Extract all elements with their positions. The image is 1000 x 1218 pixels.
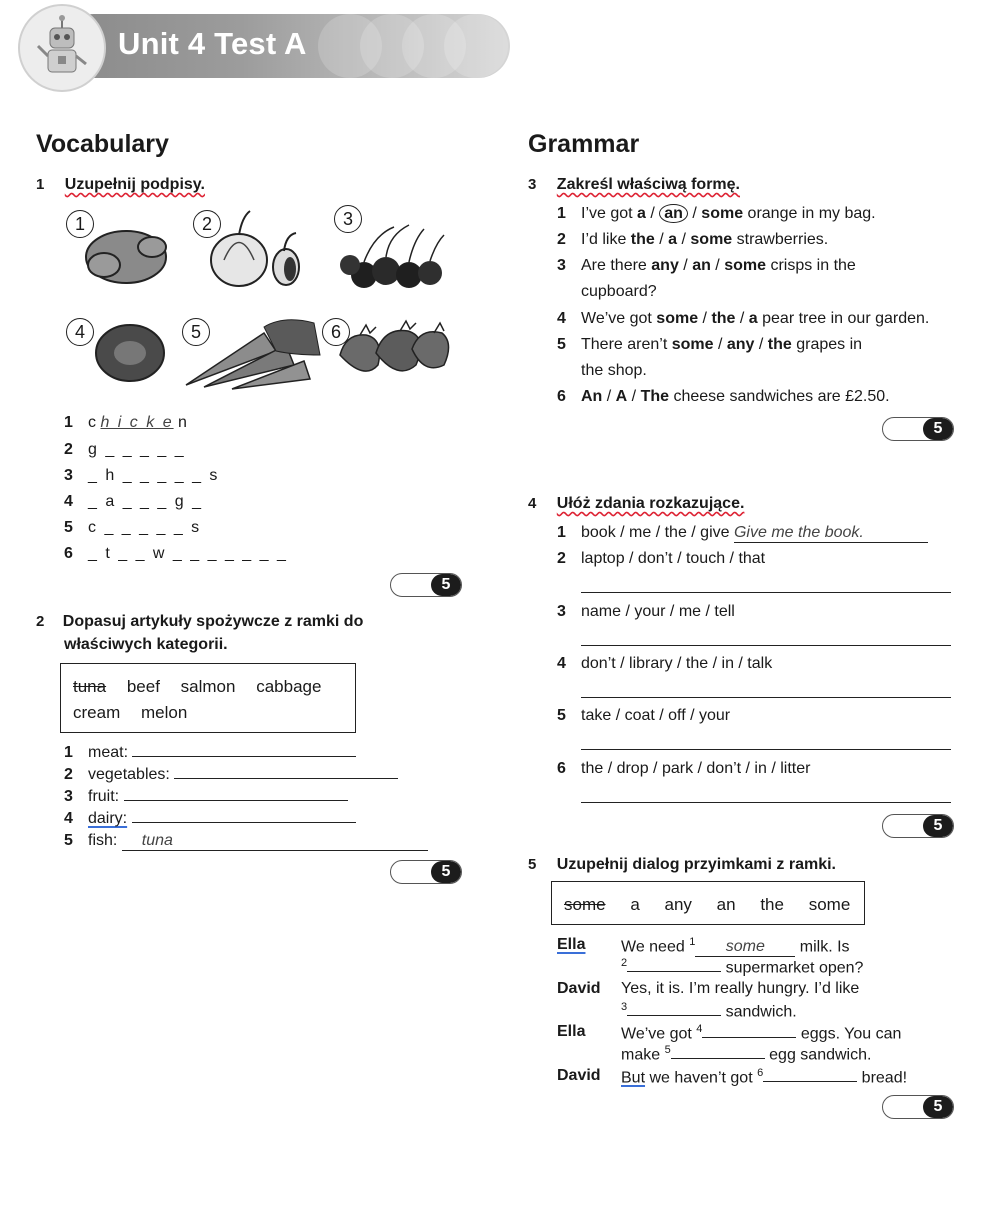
exercise-3-item (557, 388, 890, 406)
item-number: 2 (64, 441, 73, 458)
dialog-line (621, 1023, 901, 1043)
exercise-2-item (64, 810, 356, 828)
word-box-item: salmon (180, 677, 236, 696)
option[interactable]: a (637, 205, 646, 222)
score-box (390, 860, 462, 884)
item-number: 5 (64, 519, 73, 536)
exercise-number: 2 (36, 613, 45, 630)
option[interactable]: some (656, 310, 699, 327)
item-number: 2 (64, 766, 73, 783)
gap-number: 2 (621, 957, 628, 969)
food-pictures (64, 205, 454, 395)
answer-line[interactable] (132, 756, 356, 757)
option[interactable]: some (671, 336, 714, 353)
category-label: fish: (88, 832, 118, 849)
exercise-1-item (64, 414, 187, 432)
exercise-title: Zakreśl właściwą formę. (556, 176, 740, 193)
jumbled-words: laptop / don’t / touch / that (581, 550, 766, 567)
option-circled[interactable]: an (659, 204, 688, 223)
option[interactable]: some (701, 205, 744, 222)
gap-number: 6 (757, 1067, 764, 1079)
dialog-line (621, 1001, 797, 1021)
separator: / (713, 336, 727, 353)
word-box-row (73, 677, 321, 697)
dialog-text: But (621, 1069, 646, 1087)
strawberries-picture (340, 321, 449, 371)
example-answer: tuna (122, 832, 428, 851)
score-value: 5 (431, 861, 461, 883)
sentence-text: strawberries. (732, 231, 829, 248)
item-number: 2 (557, 231, 566, 248)
option[interactable]: the (711, 310, 736, 327)
category-label: vegetables: (88, 766, 170, 783)
given-letter: n (178, 414, 187, 431)
letter-gaps[interactable]: _ t _ _ w _ _ _ _ _ _ _ (88, 545, 288, 562)
given-letter: c (88, 414, 96, 431)
gap-number: 4 (696, 1023, 703, 1035)
banner-decoration (444, 14, 508, 78)
test-title: Unit 4 Test A (118, 26, 307, 61)
sentence-text: We’ve got (581, 310, 657, 327)
exercise-2-header (36, 613, 436, 631)
option[interactable]: An (581, 388, 603, 405)
item-number: 6 (557, 760, 566, 777)
dialog-line (621, 957, 863, 977)
category-label: fruit: (88, 788, 120, 805)
dialog-text: eggs. You can (796, 1025, 902, 1043)
dialog-text: bread! (857, 1069, 908, 1087)
dialog-line: Yes, it is. I’m really hungry. I’d like (621, 980, 860, 997)
answer-gap[interactable] (763, 1067, 857, 1082)
jumbled-words: book / me / the / give (581, 524, 730, 541)
item-number: 1 (557, 524, 566, 541)
option[interactable]: some (690, 231, 733, 248)
word-box-item: some (808, 895, 851, 914)
speaker-name (557, 936, 585, 954)
separator: / (735, 310, 749, 327)
exercise-1-item[interactable] (64, 467, 219, 485)
category-label: meat: (88, 744, 129, 761)
answer-line[interactable] (132, 822, 356, 823)
picture-number: 6 (322, 318, 350, 346)
gap-number: 3 (621, 1001, 628, 1013)
item-number: 3 (557, 257, 566, 274)
answer-line[interactable] (174, 778, 398, 779)
sentence-continuation: cupboard? (581, 283, 657, 300)
jumbled-words: take / coat / off / your (581, 707, 731, 724)
word-box-item: beef (126, 677, 160, 696)
separator: / (678, 257, 693, 274)
exercise-4-item (557, 550, 765, 568)
exercise-2-item (64, 788, 348, 806)
answer-line[interactable] (581, 685, 951, 698)
exercise-3-item (557, 205, 876, 223)
example-answer: some (695, 938, 795, 957)
sentence-text: pear tree in our garden. (757, 310, 930, 327)
sentence-continuation: the shop. (581, 362, 647, 379)
exercise-4-item (557, 655, 772, 673)
word-box-item: tuna (73, 677, 107, 696)
option[interactable]: a (668, 231, 678, 248)
exercise-3-item (557, 310, 929, 328)
exercise-title: Uzupełnij podpisy. (64, 176, 205, 193)
word-box-item: some (564, 895, 606, 914)
option[interactable]: any (651, 257, 679, 274)
separator: / (710, 257, 725, 274)
score-box (882, 814, 954, 838)
item-number: 1 (64, 414, 73, 431)
exercise-5-header (528, 856, 836, 874)
exercise-number: 5 (528, 856, 537, 873)
word-box-item: melon (140, 703, 188, 722)
exercise-1-header (36, 176, 205, 194)
word-box-item: any (664, 895, 692, 914)
exercise-4-item (557, 603, 735, 621)
option[interactable]: some (724, 257, 766, 274)
separator: / (698, 310, 712, 327)
sentence-text: There aren’t (581, 336, 672, 353)
picture-number: 5 (182, 318, 210, 346)
separator: / (654, 231, 669, 248)
exercise-2-item (64, 832, 428, 851)
exercise-4-header (528, 495, 744, 513)
speaker-name: David (557, 1067, 601, 1084)
score-box (390, 573, 462, 597)
option[interactable]: the (767, 336, 792, 353)
word-box-item: cabbage (256, 677, 322, 696)
item-number: 4 (64, 810, 73, 827)
answer-gap[interactable] (702, 1023, 796, 1038)
separator: / (677, 231, 691, 248)
item-number: 5 (557, 707, 566, 724)
separator: / (627, 388, 641, 405)
exercise-3-item (557, 336, 862, 354)
sentence-text: orange in my bag. (743, 205, 876, 222)
picture-number: 2 (193, 210, 221, 238)
exercise-number: 4 (528, 495, 537, 512)
item-number: 1 (64, 744, 73, 761)
garlic-picture (211, 211, 299, 286)
exercise-title: Uzupełnij dialog przyimkami z ramki. (556, 856, 836, 873)
jumbled-words: don’t / library / the / in / talk (581, 655, 773, 672)
word-box-row (564, 895, 850, 915)
letter-gaps[interactable]: c _ _ _ _ _ s (88, 519, 202, 536)
answer-gap[interactable] (627, 957, 721, 972)
score-value: 5 (923, 815, 953, 837)
item-number: 5 (557, 336, 566, 353)
item-number: 6 (557, 388, 566, 405)
exercise-2-item (64, 766, 398, 784)
vocabulary-heading: Vocabulary (36, 130, 169, 158)
chicken-picture (86, 231, 166, 283)
item-number: 5 (64, 832, 73, 849)
separator: / (645, 205, 660, 222)
option[interactable]: a (748, 310, 758, 327)
exercise-1-item[interactable] (64, 545, 288, 563)
separator: / (687, 205, 702, 222)
item-number: 2 (557, 550, 566, 567)
exercise-title-continued: właściwych kategorii. (64, 636, 228, 653)
exercise-4-item (557, 524, 928, 543)
dialog-line (621, 1044, 871, 1064)
item-number: 3 (64, 467, 73, 484)
score-value: 5 (431, 574, 461, 596)
dialog-text: sandwich. (721, 1003, 797, 1021)
answer-line[interactable] (581, 580, 951, 593)
letter-gaps[interactable]: _ a _ _ _ g _ (88, 493, 203, 510)
gap-number: 1 (689, 936, 696, 948)
item-number: 6 (64, 545, 73, 562)
exercise-3-item (557, 231, 828, 249)
exercise-2-item (64, 744, 356, 762)
sentence-text: cheese sandwiches are £2.50. (669, 388, 890, 405)
exercise-number: 3 (528, 176, 537, 193)
sentence-text: I’ve got (581, 205, 638, 222)
speaker-label: Ella (557, 936, 586, 953)
exercise-4-item (557, 760, 810, 778)
exercise-3-header (528, 176, 740, 194)
picture-number: 4 (66, 318, 94, 346)
picture-number: 3 (334, 205, 362, 233)
answer-line[interactable] (581, 737, 951, 750)
word-box-item: an (716, 895, 736, 914)
sentence-text: Are there (581, 257, 652, 274)
item-number: 1 (557, 205, 566, 222)
word-box-item: the (760, 895, 784, 914)
example-answer: Give me the book. (734, 524, 928, 543)
exercise-title: Dopasuj artykuły spożywcze z ramki do (62, 613, 364, 630)
exercise-1-item[interactable] (64, 441, 186, 459)
dialog-text: we haven’t got (645, 1069, 758, 1087)
dialog-text: make (621, 1046, 665, 1064)
speaker-name: Ella (557, 1023, 586, 1040)
score-box (882, 417, 954, 441)
item-number: 3 (557, 603, 566, 620)
cherries-picture (340, 225, 444, 288)
option[interactable]: any (726, 336, 755, 353)
dialog-line (621, 1067, 907, 1087)
gap-number: 5 (664, 1044, 671, 1056)
answer-line[interactable] (581, 633, 951, 646)
answer-line[interactable] (581, 790, 951, 803)
separator: / (754, 336, 768, 353)
item-number: 4 (557, 310, 566, 327)
sentence-text: crisps in the (766, 257, 856, 274)
letter-gaps[interactable]: g _ _ _ _ _ (88, 441, 186, 458)
answer-line[interactable] (124, 800, 348, 801)
score-value: 5 (923, 418, 953, 440)
exercise-title: Ułóż zdania rozkazujące. (556, 495, 745, 512)
option[interactable]: the (630, 231, 655, 248)
jumbled-words: the / drop / park / don’t / in / litter (581, 760, 811, 777)
answer-text: h i c k e (100, 414, 174, 431)
dialog-text: milk. Is (795, 938, 850, 956)
speaker-name: David (557, 980, 601, 997)
picture-number: 1 (66, 210, 94, 238)
option[interactable]: an (692, 257, 711, 274)
dialog-line (621, 936, 850, 957)
exercise-1-item[interactable] (64, 519, 201, 537)
item-number: 4 (557, 655, 566, 672)
word-box-item: a (630, 895, 640, 914)
exercise-4-item (557, 707, 730, 725)
score-box (882, 1095, 954, 1119)
answer-gap[interactable] (627, 1001, 721, 1016)
item-number: 4 (64, 493, 73, 510)
exercise-1-item[interactable] (64, 493, 203, 511)
exercise-number: 1 (36, 176, 45, 193)
dialog-text: egg sandwich. (764, 1046, 872, 1064)
category-label: dairy: (88, 810, 128, 827)
jumbled-words: name / your / me / tell (581, 603, 735, 620)
letter-gaps[interactable]: _ h _ _ _ _ _ s (88, 467, 220, 484)
grammar-heading: Grammar (528, 130, 640, 158)
score-value: 5 (923, 1096, 953, 1118)
dialog-text: supermarket open? (721, 959, 864, 977)
cabbage-picture (96, 325, 164, 381)
dialog-text: We need (621, 938, 690, 956)
answer-gap[interactable] (671, 1044, 765, 1059)
separator: / (602, 388, 616, 405)
exercise-3-item (557, 257, 856, 275)
dialog-text: We’ve got (621, 1025, 697, 1043)
item-number: 3 (64, 788, 73, 805)
word-box-row (73, 703, 187, 723)
option[interactable]: The (640, 388, 670, 405)
robot-mascot-icon (18, 4, 106, 92)
option[interactable]: A (615, 388, 628, 405)
sentence-text: I’d like (581, 231, 631, 248)
word-box-item: cream (73, 703, 121, 722)
sentence-text: grapes in (791, 336, 863, 353)
